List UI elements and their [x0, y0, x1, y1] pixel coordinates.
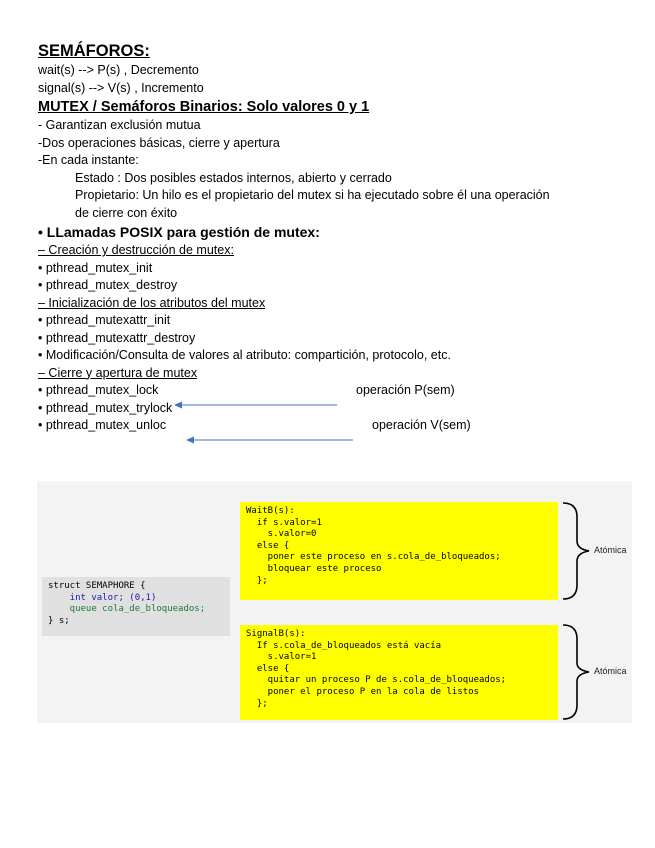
trylock-item: • pthread_mutex_trylock	[38, 400, 173, 415]
code-line: quitar un proceso P de s.cola_de_bloqueados;	[246, 675, 507, 686]
code-line: struct SEMAPHORE {	[48, 581, 146, 591]
mutex-point: -En cada instante:	[38, 153, 139, 167]
posix-heading: • LLamadas POSIX para gestión de mutex:	[38, 224, 320, 240]
code-line: };	[246, 575, 268, 586]
list-item: • pthread_mutex_destroy	[38, 278, 178, 292]
page-title: SEMÁFOROS:	[38, 42, 150, 60]
signal-definition: signal(s) --> V(s) , Incremento	[38, 80, 204, 95]
lock-row	[38, 382, 638, 400]
mutex-title: MUTEX / Semáforos Binarios: Solo valores 0 y 1	[38, 99, 370, 115]
code-line: s.valor=1	[246, 652, 317, 663]
braces-layer	[37, 481, 632, 723]
lock-operation-label: operación P(sem)	[356, 383, 455, 397]
unlock-operation-label: operación V(sem)	[372, 418, 471, 432]
atomic-label-2: Atómica	[594, 666, 627, 676]
lock-item: • pthread_mutex_lock	[38, 383, 159, 397]
document-body	[38, 40, 638, 435]
unlock-row	[38, 417, 638, 435]
list-item: • pthread_mutexattr_init	[38, 313, 171, 327]
brace-2-icon	[563, 625, 589, 719]
code-line: bloquear este proceso	[246, 563, 382, 574]
list-item: • Modificación/Consulta de valores al atributo: compartición, protocolo, etc.	[38, 348, 451, 362]
semaphore-diagram	[37, 481, 632, 723]
code-line: If s.cola_de_bloqueados está vacía	[246, 640, 442, 651]
code-line: poner el proceso P en la cola de listos	[246, 686, 479, 697]
creacion-heading: – Creación y destrucción de mutex:	[38, 243, 234, 257]
code-line: else {	[246, 540, 290, 551]
inicializacion-heading: – Inicialización de los atributos del mutex	[38, 295, 266, 310]
propietario-line-1: Propietario: Un hilo es el propietario del mutex si ha ejecutado sobre él una operación	[75, 188, 550, 202]
list-item: • pthread_mutex_init	[38, 260, 153, 275]
list-item: • pthread_mutexattr_destroy	[38, 330, 196, 345]
unlock-arrow	[186, 437, 353, 444]
code-line: SignalB(s):	[246, 629, 306, 639]
code-line: };	[246, 698, 268, 709]
wait-definition: wait(s) --> P(s) , Decremento	[38, 63, 199, 77]
propietario-line-2: de cierre con éxito	[75, 205, 178, 220]
cierre-heading: – Cierre y apertura de mutex	[38, 365, 198, 380]
code-line: WaitB(s):	[246, 506, 295, 516]
estado-line: Estado : Dos posibles estados internos, abierto y cerrado	[75, 170, 392, 185]
code-line: queue cola_de_bloqueados;	[48, 604, 206, 615]
code-line: poner este proceso en s.cola_de_bloqueados;	[246, 552, 501, 563]
unlock-item: • pthread_mutex_unloc	[38, 418, 167, 432]
atomic-label-1: Atómica	[594, 545, 627, 555]
brace-1-icon	[563, 503, 589, 599]
code-line: if s.valor=1	[246, 517, 322, 528]
mutex-point: -Dos operaciones básicas, cierre y apertura	[38, 135, 280, 150]
code-line: else {	[246, 663, 290, 674]
mutex-point: - Garantizan exclusión mutua	[38, 118, 201, 132]
code-line: } s;	[48, 615, 70, 626]
code-line: s.valor=0	[246, 529, 317, 540]
code-line: int valor; (0,1)	[48, 592, 157, 603]
